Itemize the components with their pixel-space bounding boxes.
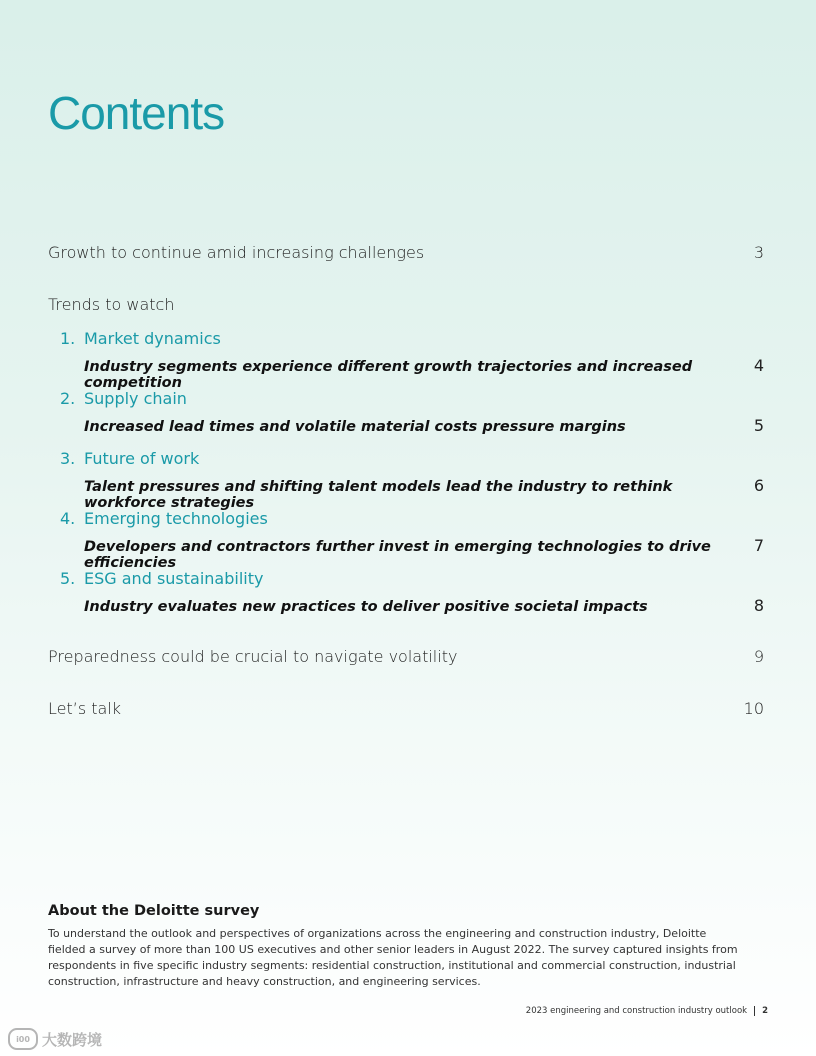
toc-entry-label: Preparedness could be crucial to navigate volatility [48, 647, 458, 666]
watermark-text: 大数跨境 [42, 1030, 103, 1049]
trend-heading-label: Emerging technologies [84, 509, 268, 528]
page-footer [526, 1006, 768, 1016]
watermark-logo-icon: i00 [8, 1028, 38, 1050]
trend-subtitle: Industry segments experience different growth trajectories and increased competition [84, 359, 693, 391]
footer-text: 2023 engineering and construction industry outlook [525, 1006, 748, 1016]
trend-subtitle: Developers and contractors further invest in emerging technologies to drive efficiencies [84, 539, 711, 571]
toc-section-trends [48, 295, 764, 314]
toc-page-number: 7 [753, 536, 764, 555]
toc-trend-heading[interactable] [60, 329, 764, 348]
footer-divider [754, 1006, 755, 1016]
toc-trend-heading[interactable] [60, 389, 764, 408]
page-title: Contents [48, 87, 225, 139]
about-survey-body: To understand the outlook and perspectives of organizations across the engineering and construction industry, Deloitte fielded a survey of more than 100 US executives and other senior leaders in August 2022. The survey captured insights from respondents in five specific industry segments: residential construction, institutional and commercial construction, industrial construction, infrastructure and heavy construction, and engineering services. [48, 927, 738, 988]
toc-entry-preparedness[interactable] [48, 647, 764, 666]
trend-number: 1. [60, 329, 76, 348]
toc-page-number: 3 [753, 243, 764, 262]
trend-subtitle: Industry evaluates new practices to deliver positive societal impacts [84, 599, 648, 615]
toc-trend-heading[interactable] [60, 509, 764, 528]
toc-page-number: 10 [743, 699, 764, 718]
toc-page-number: 8 [753, 596, 764, 615]
trend-subtitle: Increased lead times and volatile material costs pressure margins [84, 419, 626, 435]
trend-number: 3. [60, 449, 76, 468]
toc-trend-heading[interactable] [60, 569, 764, 588]
about-survey-title: About the Deloitte survey [48, 903, 260, 919]
toc-section-label: Trends to watch [48, 295, 175, 314]
toc-entry-label: Let’s talk [48, 699, 122, 718]
toc-trend-heading[interactable] [60, 449, 764, 468]
trend-number: 2. [60, 389, 76, 408]
toc-trend-entry[interactable] [84, 476, 764, 511]
toc-entry-growth[interactable] [48, 243, 764, 262]
trend-heading-label: Supply chain [84, 389, 187, 408]
toc-entry-lets-talk[interactable] [48, 699, 764, 718]
trend-heading-label: Future of work [84, 449, 200, 468]
trend-heading-label: Market dynamics [84, 329, 221, 348]
toc-entry-label: Growth to continue amid increasing challenges [48, 243, 425, 262]
trend-number: 4. [60, 509, 76, 528]
toc-trend-entry[interactable] [84, 596, 764, 615]
toc-page-number: 4 [753, 356, 764, 375]
toc-trend-entry[interactable] [84, 356, 764, 391]
toc-page-number: 6 [753, 476, 764, 495]
footer-page-number: 2 [762, 1006, 768, 1016]
toc-trend-entry[interactable] [84, 416, 764, 435]
trend-number: 5. [60, 569, 76, 588]
trend-heading-label: ESG and sustainability [84, 569, 264, 588]
trend-subtitle: Talent pressures and shifting talent models lead the industry to rethink workforce strategies [84, 479, 673, 511]
toc-page-number: 5 [753, 416, 764, 435]
toc-trend-entry[interactable] [84, 536, 764, 571]
watermark [8, 1028, 102, 1050]
toc-page-number: 9 [753, 647, 764, 666]
